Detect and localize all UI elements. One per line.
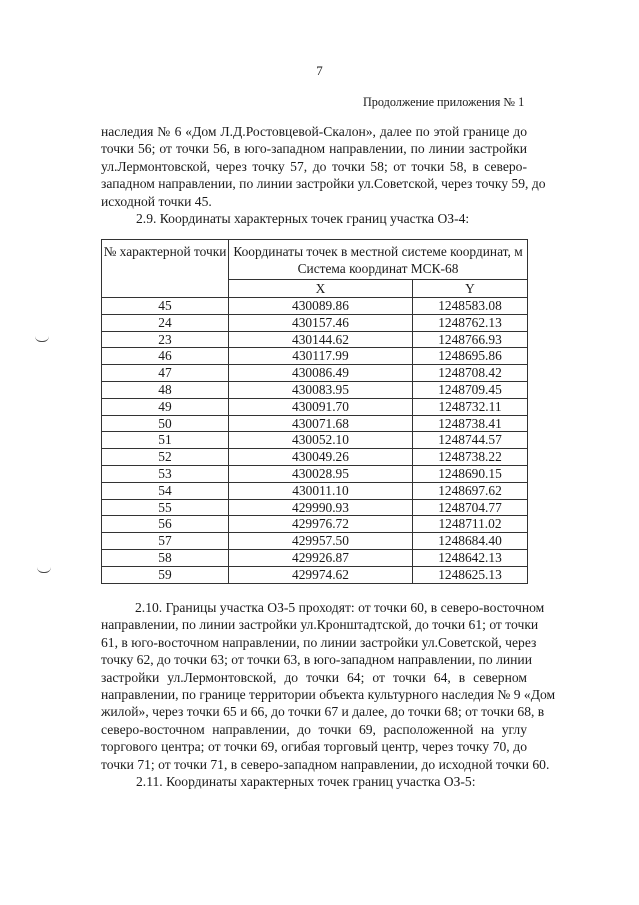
point-number: 48 (102, 381, 229, 398)
coordinates-table-oz4 (101, 239, 528, 584)
table-row (102, 549, 528, 566)
text-line: застройки ул.Лермонтовской, до точки 64; от точки 64, в северном (101, 669, 527, 685)
header-y: Y (413, 280, 528, 298)
coord-y: 1248762.13 (413, 314, 528, 331)
coord-y: 1248704.77 (413, 499, 528, 516)
table-row (102, 314, 528, 331)
text-line: точки 56; от точки 56, в юго-западном направлении, по линии застройки (101, 141, 527, 157)
point-number: 58 (102, 549, 229, 566)
point-number: 47 (102, 365, 229, 382)
point-number: 46 (102, 348, 229, 365)
text-line: 61, в юго-восточном направлении, по линии застройки ул.Советской, через (101, 634, 537, 650)
table-row (102, 331, 528, 348)
coord-y: 1248738.22 (413, 449, 528, 466)
coord-x: 430083.95 (229, 381, 413, 398)
heading-2-9: 2.9. Координаты характерных точек границ участка ОЗ-4: (136, 211, 470, 226)
coord-x: 429976.72 (229, 516, 413, 533)
table-row (102, 365, 528, 382)
point-number: 49 (102, 398, 229, 415)
coord-y: 1248744.57 (413, 432, 528, 449)
coord-y: 1248708.42 (413, 365, 528, 382)
coord-x: 430091.70 (229, 398, 413, 415)
text-line: ул.Лермонтовской, через точку 57, до точки 58; от точки 58, в северо- (101, 158, 527, 174)
point-number: 23 (102, 331, 229, 348)
coord-x: 430117.99 (229, 348, 413, 365)
coord-y: 1248642.13 (413, 549, 528, 566)
coord-y: 1248690.15 (413, 465, 528, 482)
coord-y: 1248766.93 (413, 331, 528, 348)
coord-x: 430086.49 (229, 365, 413, 382)
header-coordinates-line1: Координаты точек в местной системе координат, м (233, 244, 523, 259)
coord-x: 430144.62 (229, 331, 413, 348)
text-line: наследия № 6 «Дом Л.Д.Ростовцевой-Скалон», далее по этой границе до (101, 124, 527, 139)
table-row (102, 482, 528, 499)
coord-y: 1248625.13 (413, 566, 528, 583)
page-number: 7 (316, 63, 323, 78)
appendix-header: Продолжение приложения № 1 (363, 95, 525, 109)
scan-mark (37, 567, 51, 573)
coord-x: 429974.62 (229, 566, 413, 583)
point-number: 57 (102, 533, 229, 550)
table-row (102, 415, 528, 432)
coord-y: 1248709.45 (413, 381, 528, 398)
header-coordinates-line2: Система координат МСК-68 (297, 261, 459, 276)
table-row (102, 432, 528, 449)
text-line: исходной точки 45. (101, 193, 212, 209)
coord-y: 1248583.08 (413, 298, 528, 315)
table-row (102, 449, 528, 466)
table-row (102, 381, 528, 398)
coord-x: 429926.87 (229, 549, 413, 566)
coord-x: 430049.26 (229, 449, 413, 466)
paragraph-2-8-continuation (101, 123, 546, 210)
text-line: точку 62, до точки 63; от точки 63, в юго-западном направлении, по линии (101, 652, 532, 668)
text-line: торгового центра; от точки 69, огибая торговый центр, через точку 70, до (101, 739, 527, 755)
text-line: жилой», через точки 65 и 66, до точки 67 и далее, до точки 68; от точки 68, в (101, 704, 545, 720)
point-number: 56 (102, 516, 229, 533)
coord-y: 1248684.40 (413, 533, 528, 550)
header-x: X (229, 280, 413, 298)
table-row (102, 298, 528, 315)
coord-y: 1248738.41 (413, 415, 528, 432)
coord-y: 1248695.86 (413, 348, 528, 365)
table-row (102, 499, 528, 516)
text-line: западном направлении, по линии застройки ул.Советской, через точку 59, до (101, 176, 546, 192)
table-row (102, 566, 528, 583)
coord-y: 1248732.11 (413, 398, 528, 415)
coord-x: 430028.95 (229, 465, 413, 482)
paragraph-2-10 (101, 599, 556, 773)
text-line: точки 71; от точки 71, в северо-западном направлении, до исходной точки 60. (101, 756, 550, 772)
scan-mark (35, 336, 49, 342)
text-line: направлении, по линии застройки ул.Кронштадтской, до точки 61; от точки (101, 617, 539, 633)
point-number: 45 (102, 298, 229, 315)
heading-2-11: 2.11. Координаты характерных точек границ участка ОЗ-5: (136, 774, 476, 789)
point-number: 55 (102, 499, 229, 516)
coord-x: 430089.86 (229, 298, 413, 315)
point-number: 50 (102, 415, 229, 432)
point-number: 54 (102, 482, 229, 499)
coord-x: 429957.50 (229, 533, 413, 550)
text-line: 2.10. Границы участка ОЗ-5 проходят: от точки 60, в северо-восточном (135, 600, 545, 615)
coord-x: 430052.10 (229, 432, 413, 449)
header-point-number: № характерной точки (102, 240, 229, 298)
header-coordinates (229, 240, 528, 280)
table-row (102, 516, 528, 533)
coord-x: 429990.93 (229, 499, 413, 516)
point-number: 51 (102, 432, 229, 449)
table-row (102, 533, 528, 550)
point-number: 53 (102, 465, 229, 482)
point-number: 59 (102, 566, 229, 583)
table-row (102, 348, 528, 365)
text-line: направлении, по границе территории объекта культурного наследия № 9 «Дом (101, 686, 556, 702)
coord-y: 1248697.62 (413, 482, 528, 499)
text-line: северо-восточном направлении, до точки 69, расположенной на углу (101, 721, 527, 737)
coord-y: 1248711.02 (413, 516, 528, 533)
point-number: 24 (102, 314, 229, 331)
coord-x: 430157.46 (229, 314, 413, 331)
coord-x: 430011.10 (229, 482, 413, 499)
point-number: 52 (102, 449, 229, 466)
table-row (102, 465, 528, 482)
coord-x: 430071.68 (229, 415, 413, 432)
table-row (102, 398, 528, 415)
